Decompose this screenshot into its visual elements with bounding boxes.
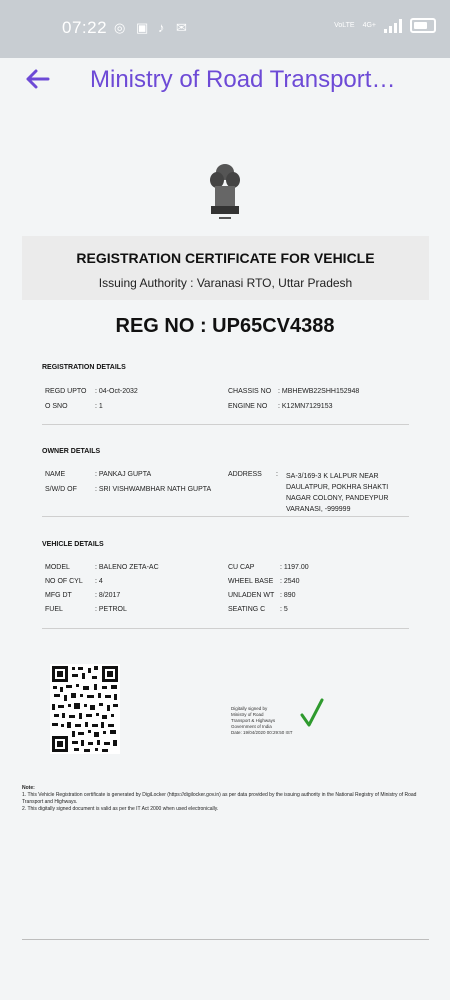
relation-label: S/W/D OF	[45, 486, 77, 493]
note-line: 2. This digitally signed document is valid as per the IT Act 2000 when used electronically.	[22, 806, 219, 812]
owner-name-value: PANKAJ GUPTA	[98, 471, 152, 478]
signature-line: Ministry of Road	[231, 712, 264, 717]
seating-label: SEATING C	[228, 606, 266, 613]
digital-signature	[231, 706, 293, 736]
owner-name-row: NAME : PANKAJ GUPTA	[45, 471, 152, 478]
relation-row: S/W/D OF : SRI VISHWAMBHAR NATH GUPTA	[45, 486, 212, 493]
relation-value: SRI VISHWAMBHAR NATH GUPTA	[98, 486, 212, 493]
signature-line: Transport & Highways	[231, 718, 276, 723]
regd-upto-label: REGD UPTO	[45, 388, 87, 395]
wheelbase-label: WHEEL BASE	[228, 578, 274, 585]
mfg-label: MFG DT	[45, 592, 72, 599]
status-time: 07:22	[62, 18, 108, 37]
chassis-value: MBHEWB22SHH152948	[281, 388, 360, 395]
unladen-row: UNLADEN WT : 890	[228, 592, 296, 599]
address-line: DAULATPUR, POKHRA SHAKTI	[286, 484, 389, 491]
engine-value: K12MN7129153	[281, 403, 333, 410]
divider	[42, 628, 409, 629]
model-value: BALENO ZETA-AC	[98, 564, 159, 571]
osno-value: 1	[98, 403, 103, 410]
fuel-row: FUEL : PETROL	[45, 606, 127, 613]
whatsapp-icon: ◎	[114, 20, 126, 35]
unladen-label: UNLADEN WT	[228, 592, 275, 599]
engine-label: ENGINE NO	[228, 403, 268, 410]
signal-icon	[384, 19, 402, 33]
mfg-value: 8/2017	[98, 592, 121, 599]
status-right	[334, 18, 436, 33]
address-value	[286, 471, 388, 515]
fuel-value: PETROL	[98, 606, 127, 613]
wheelbase-value: 2540	[283, 578, 300, 585]
volte-label: VoLTE	[334, 22, 355, 29]
model-row: MODEL : BALENO ZETA-AC	[45, 564, 159, 571]
osno-row: O SNO : 1	[45, 403, 103, 410]
battery-icon	[410, 18, 436, 33]
regd-upto-row: REGD UPTO : 04-Oct-2032	[45, 388, 138, 395]
image-icon: ▣	[136, 20, 149, 35]
note-heading: Note:	[22, 785, 35, 791]
registration-number: REG NO : UP65CV4388	[115, 315, 335, 337]
note-section	[22, 785, 432, 813]
certificate-header	[22, 236, 429, 300]
model-label: MODEL	[45, 564, 70, 571]
vehicle-details-heading: VEHICLE DETAILS	[42, 541, 104, 548]
seating-row: SEATING C : 5	[228, 606, 288, 613]
chassis-label: CHASSIS NO	[228, 388, 272, 395]
seating-value: 5	[283, 606, 288, 613]
mail-icon: ✉	[176, 20, 187, 35]
address-line: NAGAR COLONY, PANDEYPUR	[286, 495, 389, 502]
chassis-row: CHASSIS NO : MBHEWB22SHH152948	[228, 388, 360, 395]
green-check-icon	[300, 698, 324, 728]
osno-label: O SNO	[45, 403, 68, 410]
divider	[42, 516, 409, 517]
certificate-title: REGISTRATION CERTIFICATE FOR VEHICLE	[76, 250, 375, 266]
music-icon: ♪	[158, 20, 165, 35]
back-arrow-icon[interactable]	[22, 64, 52, 94]
qr-code	[50, 664, 120, 754]
cucap-row: CU CAP : 1197.00	[228, 564, 309, 571]
cyl-value: 4	[98, 578, 103, 585]
national-emblem-icon	[205, 162, 245, 224]
cyl-label: NO OF CYL	[45, 578, 83, 585]
mfg-row: MFG DT : 8/2017	[45, 592, 121, 599]
network-label: 4G+	[362, 22, 376, 29]
cyl-row: NO OF CYL : 4	[45, 578, 103, 585]
page-title: Ministry of Road Transport…	[90, 66, 396, 93]
signature-line: Government of India	[231, 724, 272, 729]
address-label: ADDRESS	[228, 471, 262, 478]
owner-name-label: NAME	[45, 471, 66, 478]
cucap-value: 1197.00	[283, 564, 309, 571]
fuel-label: FUEL	[45, 606, 63, 613]
cucap-label: CU CAP	[228, 564, 255, 571]
note-line: 1. This Vehicle Registration certificate is generated by DigiLocker (https://digilocker.gov.in) as per data provided by the issuing authority in the National Registry of Ministry of Road Transport and Highways.	[22, 792, 417, 805]
app-bar	[0, 58, 450, 106]
registration-details-heading: REGISTRATION DETAILS	[42, 364, 126, 371]
signature-line: Digitally signed by	[231, 706, 268, 711]
wheelbase-row: WHEEL BASE : 2540	[228, 578, 300, 585]
signature-line: Date: 19/04/2020 00:29:50 IST	[231, 730, 293, 735]
bottom-divider	[22, 939, 429, 940]
divider	[42, 424, 409, 425]
engine-row: ENGINE NO : K12MN7129153	[228, 403, 333, 410]
status-bar	[0, 0, 450, 58]
owner-details-heading: OWNER DETAILS	[42, 448, 101, 455]
address-line: VARANASI, -999999	[286, 506, 351, 513]
address-label-row: ADDRESS :	[228, 471, 278, 478]
address-line: SA-3/169-3 K LALPUR NEAR	[286, 473, 379, 480]
issuing-authority: Issuing Authority : Varanasi RTO, Uttar Pradesh	[98, 276, 353, 290]
regd-upto-value: 04-Oct-2032	[98, 388, 138, 395]
unladen-value: 890	[283, 592, 296, 599]
